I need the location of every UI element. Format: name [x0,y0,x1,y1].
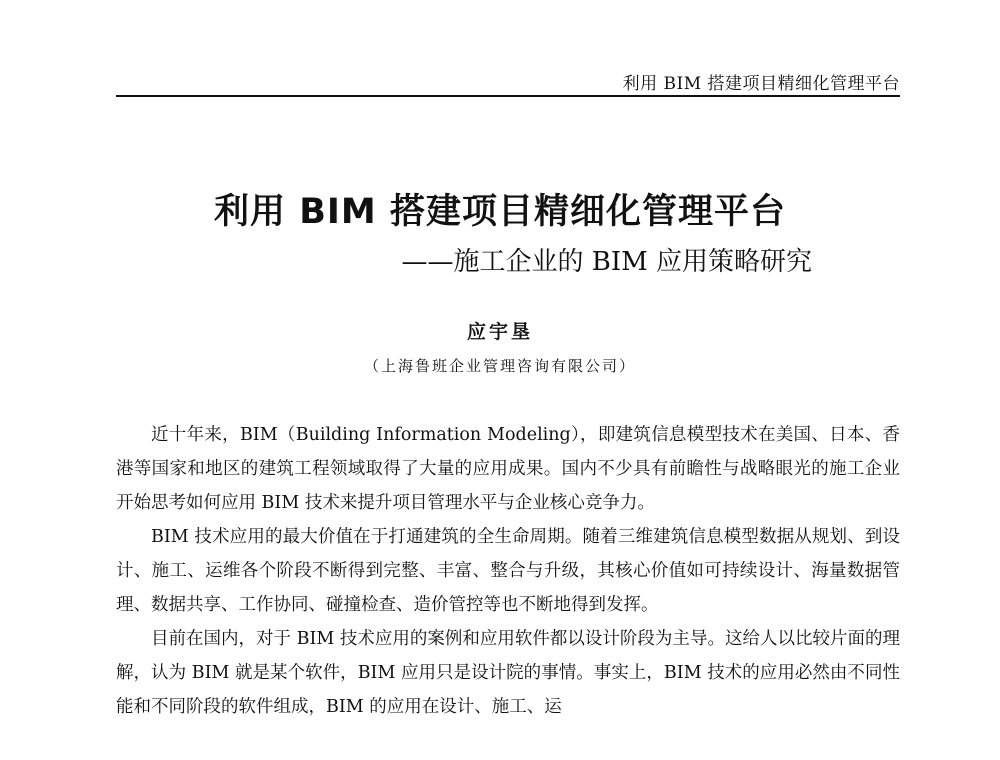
author-name: 应宇垦 [466,321,533,343]
paper-title: 利用 BIM 搭建项目精细化管理平台 [214,192,786,232]
paragraph-3: 目前在国内，对于 BIM 技术应用的案例和应用软件都以设计阶段为主导。这给人以比较片面的理解，认为 BIM 就是某个软件，BIM 应用只是设计院的事情。事实上，BIM 技术的应用必然由不同性能和不同阶段的软件组成，BIM 的应用在设计、施工、运 [116,629,900,717]
body-text [116,418,900,724]
running-header: 利用 BIM 搭建项目精细化管理平台 [622,74,900,94]
paragraph-2: BIM 技术应用的最大价值在于打通建筑的全生命周期。随着三维建筑信息模型数据从规划、到设计、施工、运维各个阶段不断得到完整、丰富、整合与升级，其核心价值如可持续设计、海量数据管理、数据共享、工作协同、碰撞检查、造价管控等也不断地得到发挥。 [116,527,900,615]
author-affiliation: （上海鲁班企业管理咨询有限公司） [363,357,636,375]
paper-subtitle: ——施工企业的 BIM 应用策略研究 [401,247,812,277]
header-rule [116,95,900,97]
paragraph-1: 近十年来，BIM（Building Information Modeling），即建筑信息模型技术在美国、日本、香港等国家和地区的建筑工程领域取得了大量的应用成果。国内不少具有前瞻性与战略眼光的施工企业开始思考如何应用 BIM 技术来提升项目管理水平与企业核心竞争力。 [116,425,900,513]
